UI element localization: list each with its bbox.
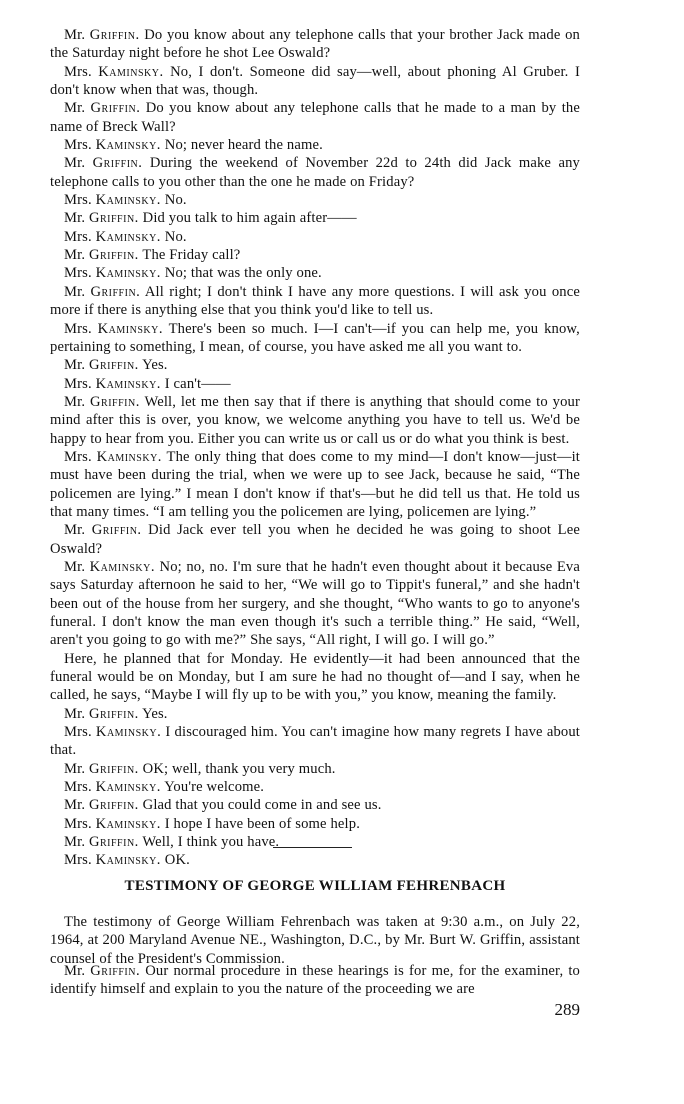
speaker-name: Griffin. <box>88 210 139 227</box>
speech-text: Do you know about any telephone calls that he made to a man by the name of Breck Wall? <box>50 100 580 135</box>
transcript-paragraph <box>50 154 580 191</box>
speaker-title: Mrs. <box>64 192 92 209</box>
section-heading: TESTIMONY OF GEORGE WILLIAM FEHRENBACH <box>124 878 506 894</box>
speaker-title: Mr. <box>64 393 86 410</box>
speaker-title: Mrs. <box>64 724 92 741</box>
transcript-paragraph <box>50 815 580 833</box>
speaker-title: Mrs. <box>64 448 92 465</box>
speech-text: I hope I have been of some help. <box>164 815 361 832</box>
transcript-paragraph <box>50 191 580 209</box>
speaker-title: Mrs. <box>64 63 92 80</box>
speaker-name: Kaminsky. <box>95 852 161 869</box>
speech-text: Yes. <box>142 357 168 374</box>
transcript-paragraph <box>50 375 580 393</box>
transcript-paragraph <box>50 264 580 282</box>
speaker-name: Kaminsky. <box>95 815 161 832</box>
speaker-title: Mr. <box>64 283 86 300</box>
transcript-paragraph <box>50 778 580 796</box>
speaker-title: Mr. <box>64 760 86 777</box>
speaker-title: Mr. <box>64 247 86 264</box>
speaker-name: Kaminsky. <box>95 137 161 154</box>
speaker-title: Mr. <box>64 705 86 722</box>
speech-text: Well, let me then say that if there is anything that should come to your mind after this is over, you know, we welcome anything you have to tell us. We'd be happy to hear from you. Either you can write us or call us or do what you think is best. <box>50 393 580 447</box>
transcript-paragraph <box>50 650 580 705</box>
speaker-name: Kaminsky. <box>97 320 163 337</box>
speaker-name: Griffin. <box>90 963 141 979</box>
transcript-paragraph <box>50 26 580 63</box>
speech-text: The only thing that does come to my mind—I don't know—just—it must have been during the trial, when we were up to see Jack, because he said, “The policemen are lying.” I mean I don't know if that's—but he did tell us that. He told us that many times. “I am telling you the policemen are lying, policemen are lying.” <box>50 448 580 520</box>
speaker-title: Mrs. <box>64 375 92 392</box>
transcript-paragraph <box>50 228 580 246</box>
testimony-intro: The testimony of George William Fehrenbach was taken at 9:30 a.m., on July 22, 1964, at 200 Maryland Avenue NE., Washington, D.C., by Mr. Burt W. Griffin, assistant counsel of the President's Commission. <box>50 914 580 967</box>
speech-text: Well, I think you have. <box>142 834 280 851</box>
speaker-name: Kaminsky. <box>95 375 161 392</box>
speaker-name: Griffin. <box>88 705 139 722</box>
speaker-name: Kaminsky. <box>95 724 162 741</box>
speaker-title: Mr. <box>64 834 86 851</box>
transcript-paragraph <box>50 320 580 357</box>
speech-text: Glad that you could come in and see us. <box>142 797 382 814</box>
speaker-name: Griffin. <box>88 834 139 851</box>
speaker-name: Kaminsky. <box>98 63 164 80</box>
section-divider <box>273 847 352 848</box>
speaker-title: Mr. <box>64 558 86 575</box>
speaker-title: Mr. <box>64 357 86 374</box>
transcript-paragraph <box>50 851 580 869</box>
speech-text: No; that was the only one. <box>164 265 322 282</box>
transcript-paragraph <box>50 705 580 723</box>
transcript-paragraph <box>50 356 580 374</box>
transcript-paragraph <box>50 558 580 650</box>
speaker-title: Mrs. <box>64 320 92 337</box>
page-number: 289 <box>554 1000 580 1019</box>
speaker-title: Mrs. <box>64 137 92 154</box>
speaker-name: Griffin. <box>88 357 139 374</box>
speaker-name: Kaminsky. <box>96 448 162 465</box>
speech-text: I discouraged him. You can't imagine how many regrets I have about that. <box>50 724 580 759</box>
speech-text: I can't—— <box>164 375 231 392</box>
transcript-paragraph <box>50 283 580 320</box>
speech-text: No; no, no. I'm sure that he hadn't even thought about it because Eva says Saturday afternoon he said to her, “We will go to Tippit's funeral,” and she hadn't been out of the house from her surgery, and she thought, “Who wants to go to anyone's funeral. I don't know the man even though it's such a terrible thing.” He said, “Well, aren't you going to go with me?” She says, “All right, I will go. I will go.” <box>50 558 580 649</box>
kaminsky-transcript <box>50 26 580 870</box>
speech-text: During the weekend of November 22d to 24th did Jack make any telephone calls to you other than the one he made on Friday? <box>50 155 580 190</box>
speech-text: The Friday call? <box>142 247 241 264</box>
speaker-title: Mrs. <box>64 265 92 282</box>
transcript-paragraph <box>50 246 580 264</box>
speaker-name: Kaminsky. <box>89 558 155 575</box>
speaker-name: Griffin. <box>88 797 139 814</box>
speaker-title: Mr. <box>64 797 86 814</box>
speech-text: No. <box>164 228 187 245</box>
speaker-name: Griffin. <box>89 27 140 43</box>
transcript-paragraph <box>50 448 580 521</box>
speaker-title: Mr. <box>64 210 86 227</box>
fehrenbach-transcript <box>50 962 580 999</box>
transcript-paragraph <box>50 63 580 100</box>
transcript-paragraph <box>50 136 580 154</box>
speaker-name: Griffin. <box>92 155 143 172</box>
transcript-paragraph <box>50 833 580 851</box>
speaker-name: Griffin. <box>88 247 139 264</box>
speech-text: OK; well, thank you very much. <box>142 760 336 777</box>
speech-text: There's been so much. I—I can't—if you can help me, you know, pertaining to something, I mean, of course, you have asked me all you want to. <box>50 320 580 355</box>
speaker-name: Kaminsky. <box>95 779 161 796</box>
speaker-name: Kaminsky. <box>95 192 161 209</box>
speech-text: OK. <box>164 852 190 869</box>
transcript-paragraph <box>50 209 580 227</box>
speaker-name: Kaminsky. <box>95 228 161 245</box>
transcript-paragraph <box>50 796 580 814</box>
speech-text: Do you know about any telephone calls that your brother Jack made on the Saturday night before he shot Lee Oswald? <box>50 27 580 62</box>
speech-text: Our normal procedure in these hearings is for me, for the examiner, to identify himself and explain to you the nature of the proceeding we are <box>50 963 580 998</box>
speaker-title: Mr. <box>64 100 86 117</box>
speech-text: All right; I don't think I have any more questions. I will ask you once more if there is anything else that you think you'd like to tell us. <box>50 283 580 319</box>
speech-text: Did you talk to him again after—— <box>142 210 357 227</box>
transcript-paragraph <box>50 760 580 778</box>
transcript-paragraph <box>50 99 580 136</box>
transcript-paragraph <box>50 521 580 558</box>
speaker-name: Griffin. <box>90 283 141 300</box>
transcript-paragraph <box>50 723 580 760</box>
speech-text: Did Jack ever tell you when he decided he was going to shoot Lee Oswald? <box>50 522 580 557</box>
speaker-title: Mr. <box>64 522 86 539</box>
speech-text: Here, he planned that for Monday. He evidently—it had been announced that the funeral would be on Monday, but I am sure he had no thought of—and I say, when he called, he says, “Maybe I will fly up to be with you,” you know, meaning the family. <box>50 650 580 704</box>
speech-text: Yes. <box>142 705 168 722</box>
speaker-title: Mrs. <box>64 228 92 245</box>
speaker-name: Griffin. <box>88 760 139 777</box>
speaker-name: Griffin. <box>89 393 140 410</box>
speech-text: No; never heard the name. <box>164 137 323 154</box>
transcript-paragraph <box>50 962 580 999</box>
transcript-paragraph <box>50 393 580 448</box>
speaker-title: Mrs. <box>64 779 92 796</box>
speech-text: No, I don't. Someone did say—well, about phoning Al Gruber. I don't know when that was, though. <box>50 63 580 99</box>
speaker-title: Mr. <box>64 155 86 172</box>
speech-text: No. <box>164 192 187 209</box>
speaker-title: Mrs. <box>64 815 92 832</box>
speaker-name: Kaminsky. <box>95 265 161 282</box>
speaker-title: Mr. <box>64 963 86 979</box>
speech-text: You're welcome. <box>164 779 265 796</box>
speaker-title: Mr. <box>64 27 86 43</box>
speaker-name: Griffin. <box>90 100 141 117</box>
speaker-name: Griffin. <box>91 522 142 539</box>
speaker-title: Mrs. <box>64 852 92 869</box>
